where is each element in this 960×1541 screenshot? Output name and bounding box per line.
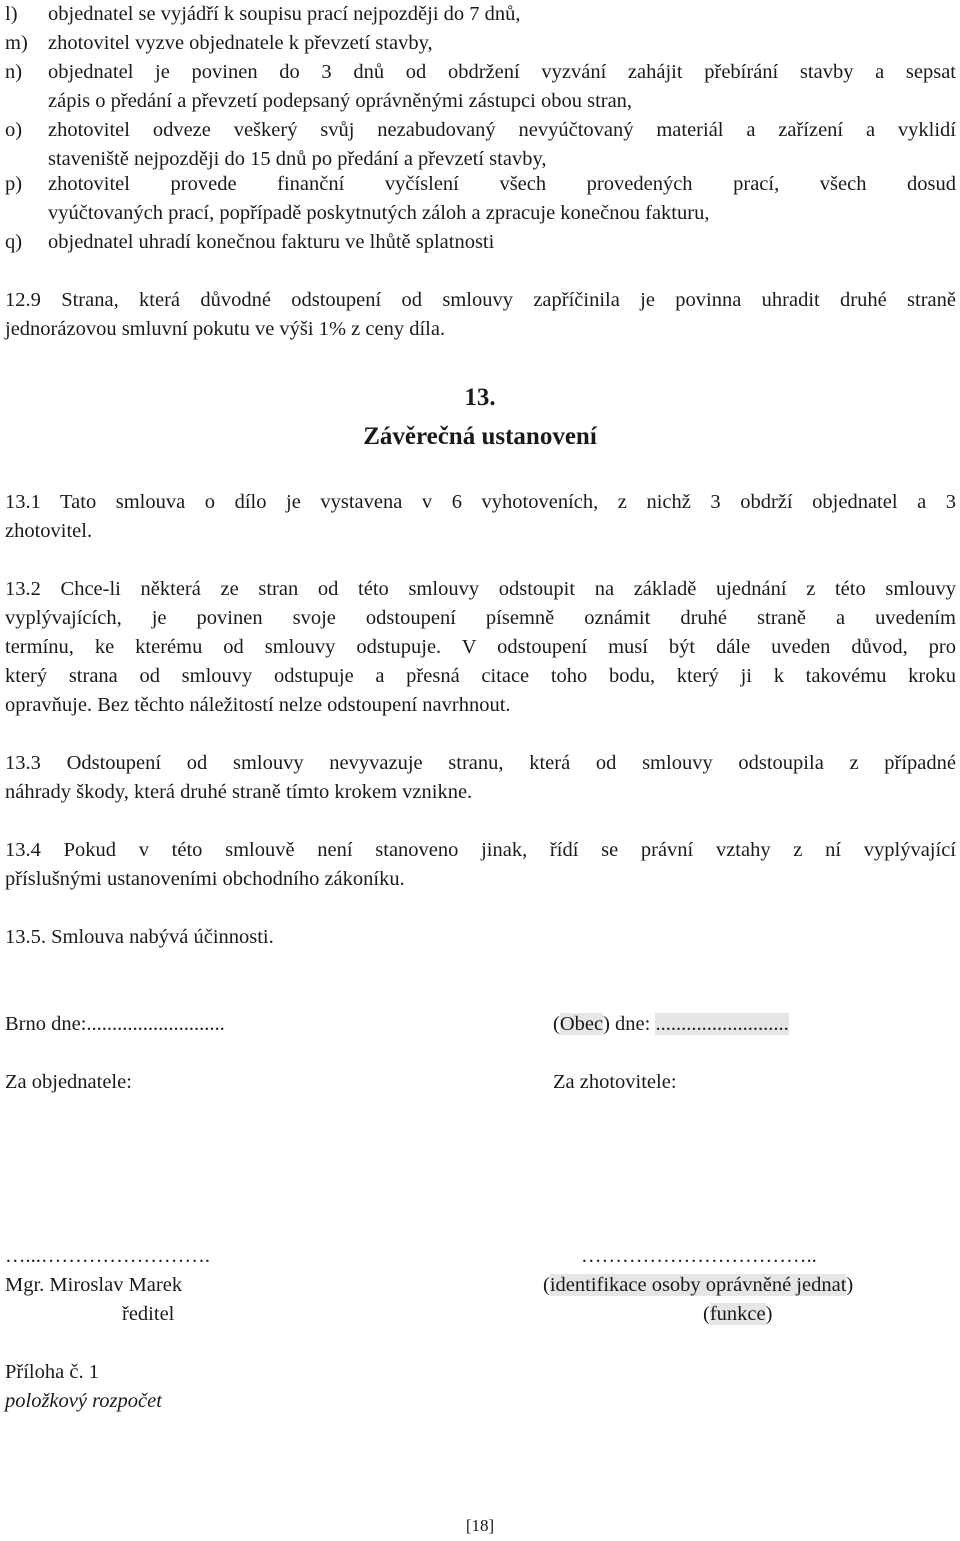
paragraph-13-4-line: 13.4 Pokud v této smlouvě není stanoveno jinak, řídí se právní vztahy z ní vyplývající <box>5 839 956 861</box>
signature-for-contractor: Za zhotovitele: <box>553 1071 677 1093</box>
attachment-description: položkový rozpočet <box>5 1390 162 1412</box>
name-paren-close: ) <box>846 1274 854 1296</box>
paragraph-13-5: 13.5. Smlouva nabývá účinnosti. <box>5 926 274 948</box>
list-marker: q) <box>5 231 23 253</box>
paragraph-12-9-line: jednorázovou smluvní pokutu ve výši 1% z ceny díla. <box>5 318 446 340</box>
signatory-name-right <box>543 1271 853 1300</box>
list-item-p <box>5 170 956 228</box>
place-placeholder-highlight: Obec <box>559 1013 604 1035</box>
list-marker: l) <box>5 3 18 25</box>
date-placeholder-highlight: .......................... <box>655 1013 789 1035</box>
signature-for-client: Za objednatele: <box>5 1071 132 1093</box>
place-paren-open: ( <box>553 1013 560 1035</box>
signature-place-date-right <box>553 1010 789 1039</box>
list-item-text: objednatel uhradí konečnou fakturu ve lhůtě splatnosti <box>48 231 495 253</box>
paragraph-13-2-line: který strana od smlouvy odstupuje a přesná citace toho bodu, který ji k takovému kroku <box>5 665 956 687</box>
list-item-text-line: zápis o předání a převzetí podepsaný oprávněnými zástupci obou stran, <box>48 90 633 112</box>
name-placeholder-highlight: identifikace osoby oprávněné jednat <box>549 1274 847 1296</box>
role-paren-close: ) <box>765 1303 773 1325</box>
list-marker: n) <box>5 61 23 83</box>
paragraph-13-2-line: termínu, ke kterému od smlouvy odstupuje. V odstoupení musí být dále uveden důvod, pro <box>5 636 956 658</box>
paragraph-13-2-line: 13.2 Chce-li některá ze stran od této smlouvy odstoupit na základě ujednání z této smlouvy <box>5 578 956 600</box>
paragraph-13-3-line: 13.3 Odstoupení od smlouvy nevyvazuje stranu, která od smlouvy odstoupila z případné <box>5 752 956 774</box>
paragraph-13-1-line: 13.1 Tato smlouva o dílo je vystavena v 6 vyhotoveních, z nichž 3 obdrží objednatel a 3 <box>5 491 956 513</box>
signatory-role-right <box>703 1300 772 1329</box>
list-item-n <box>5 58 956 116</box>
paragraph-13-2-line: vyplývajících, je povinen svoje odstoupení písemně oznámit druhé straně a uvedením <box>5 607 956 629</box>
signature-place-date-left: Brno dne:........................... <box>5 1013 225 1035</box>
list-item-text: objednatel se vyjádří k soupisu prací nejpozději do 7 dnů, <box>48 3 521 25</box>
signature-line-right: …………………………….. <box>581 1245 817 1267</box>
paragraph-13-2-line: opravňuje. Bez těchto náležitostí nelze odstoupení navrhnout. <box>5 694 511 716</box>
list-marker: m) <box>5 32 28 54</box>
list-item-text-line: zhotovitel odveze veškerý svůj nezabudovaný nevyúčtovaný materiál a zařízení a vyklidí <box>48 119 956 141</box>
page-number: [18] <box>465 1516 495 1535</box>
signature-line-left: …...……………………. <box>5 1245 210 1267</box>
list-marker: p) <box>5 173 23 195</box>
list-item-text-line: vyúčtovaných prací, popřípadě poskytnutých záloh a zpracuje konečnou fakturu, <box>48 202 710 224</box>
paragraph-12-9-line: 12.9 Strana, která důvodné odstoupení od smlouvy zapříčinila je povinna uhradit druhé straně <box>5 289 956 311</box>
paragraph-13-4-line: příslušnými ustanoveními obchodního zákoníku. <box>5 868 405 890</box>
name-paren-open: ( <box>543 1274 550 1296</box>
list-item-text-line: zhotovitel provede finanční vyčíslení všech provedených prací, všech dosud <box>48 173 956 195</box>
role-paren-open: ( <box>703 1303 710 1325</box>
section-title: Závěrečná ustanovení <box>363 423 597 450</box>
list-item-text-line: objednatel je povinen do 3 dnů od obdržení vyzvání zahájit přebírání stavby a sepsat <box>48 61 956 83</box>
role-placeholder-highlight: funkce <box>709 1303 766 1325</box>
paragraph-13-3-line: náhrady škody, která druhé straně tímto krokem vznikne. <box>5 781 473 803</box>
section-number: 13. <box>464 384 496 411</box>
place-date-label: ) dne: <box>603 1013 656 1035</box>
list-item-o <box>5 116 956 174</box>
signatory-name-left: Mgr. Miroslav Marek <box>5 1274 183 1296</box>
signatory-role-left: ředitel <box>122 1303 175 1325</box>
list-item-text-line: staveniště nejpozději do 15 dnů po předání a převzetí stavby, <box>48 148 547 170</box>
attachment-label: Příloha č. 1 <box>5 1361 99 1383</box>
list-item-text: zhotovitel vyzve objednatele k převzetí stavby, <box>48 32 433 54</box>
paragraph-13-1-line: zhotovitel. <box>5 520 93 542</box>
list-marker: o) <box>5 119 23 141</box>
